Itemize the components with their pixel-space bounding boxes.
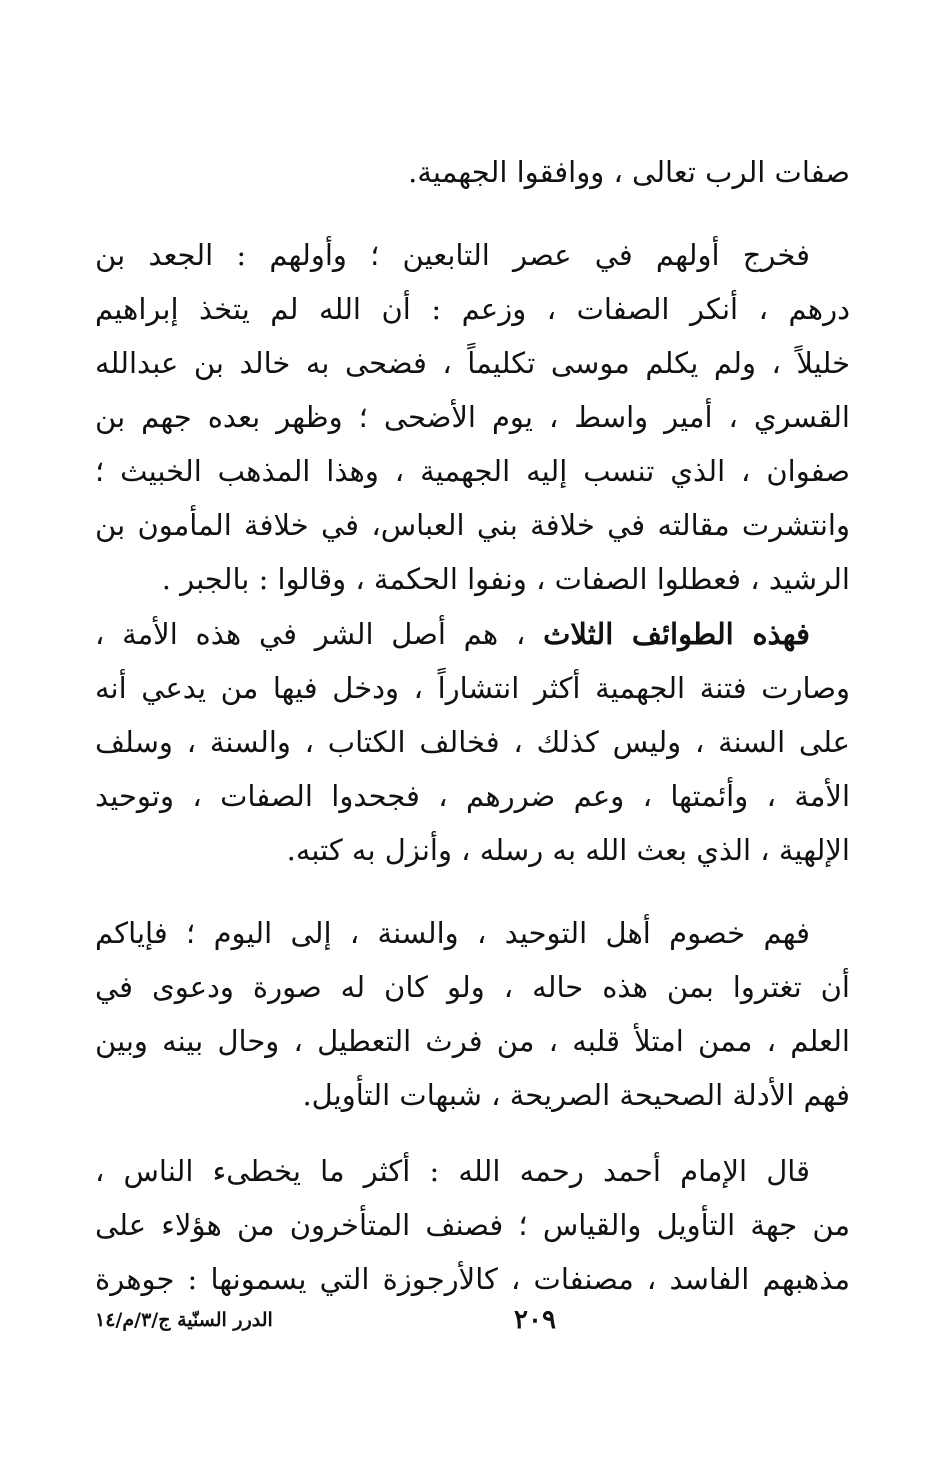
text-line: وصارت فتنة الجهمية أكثر انتشاراً ، ودخل فيها من يدعي أنه xyxy=(95,671,850,705)
bold-lead-phrase: فهذه الطوائف الثلاث xyxy=(543,617,811,651)
paragraph-5 xyxy=(95,1144,850,1306)
text-line: الإلهية ، الذي بعث الله به رسله ، وأنزل به كتبه. xyxy=(286,833,850,867)
text-line: الأمة ، وأئمتها ، وعم ضررهم ، فجحدوا الصفات ، وتوحيد xyxy=(95,779,850,813)
text-line: مذهبهم الفاسد ، مصنفات ، كالأرجوزة التي يسمونها : جوهرة xyxy=(95,1262,850,1296)
page-footer xyxy=(95,1305,850,1345)
text-line: أن تغتروا بمن هذه حاله ، ولو كان له صورة ودعوى في xyxy=(95,970,850,1004)
paragraph-2 xyxy=(95,228,850,606)
paragraph-3 xyxy=(95,607,850,877)
text-line: من جهة التأويل والقياس ؛ فصنف المتأخرون من هؤلاء على xyxy=(95,1208,850,1242)
page-number: ٢٠٩ xyxy=(514,1305,556,1335)
text-line: على السنة ، وليس كذلك ، فخالف الكتاب ، والسنة ، وسلف xyxy=(95,725,850,759)
text-line: الرشيد ، فعطلوا الصفات ، ونفوا الحكمة ، وقالوا : بالجبر . xyxy=(161,562,850,596)
text-line: قال الإمام أحمد رحمه الله : أكثر ما يخطىء الناس ، xyxy=(95,1154,810,1188)
text-line: فخرج أولهم في عصر التابعين ؛ وأولهم : الجعد بن xyxy=(95,238,810,272)
text-line: العلم ، ممن امتلأ قلبه ، من فرث التعطيل ، وحال بينه وبين xyxy=(95,1024,850,1058)
text-line: خليلاً ، ولم يكلم موسى تكليماً ، فضحى به خالد بن عبدالله xyxy=(95,346,850,380)
text-line: صفات الرب تعالى ، ووافقوا الجهمية. xyxy=(408,155,850,189)
text-line: درهم ، أنكر الصفات ، وزعم : أن الله لم يتخذ إبراهيم xyxy=(95,292,850,326)
text-line: فهم خصوم أهل التوحيد ، والسنة ، إلى اليوم ؛ فإياكم xyxy=(95,916,810,950)
source-reference: الدرر السنّية ج/٣/م/١٤ xyxy=(95,1309,273,1331)
text-line-rest: ، هم أصل الشر في هذه الأمة ، xyxy=(95,617,544,651)
text-line: وانتشرت مقالته في خلافة بني العباس، في خلافة المأمون بن xyxy=(95,508,850,542)
paragraph-1 xyxy=(95,145,850,199)
text-line: فهم الأدلة الصحيحة الصريحة ، شبهات التأويل. xyxy=(302,1078,850,1112)
text-line: القسري ، أمير واسط ، يوم الأضحى ؛ وظهر بعده جهم بن xyxy=(95,400,850,434)
paragraph-4 xyxy=(95,906,850,1122)
text-line: صفوان ، الذي تنسب إليه الجهمية ، وهذا المذهب الخبيث ؛ xyxy=(95,454,850,488)
text-line xyxy=(95,607,850,661)
